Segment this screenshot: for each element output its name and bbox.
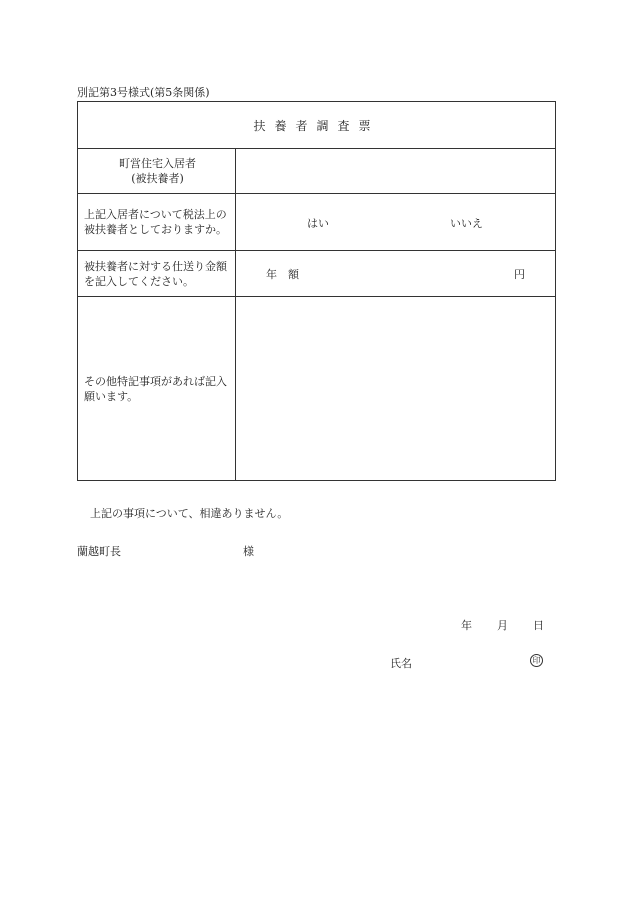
notes-label: その他特記事項があれば記入願います。 <box>78 297 236 480</box>
resident-row <box>78 148 555 193</box>
yen-unit: 円 <box>514 268 525 281</box>
resident-label-line2: (被扶養者) <box>131 172 184 185</box>
option-yes[interactable]: はい <box>307 217 329 230</box>
remittance-amount-field[interactable] <box>236 251 555 296</box>
annual-amount-label: 年 額 <box>266 268 299 281</box>
addressee-name: 蘭越町長 <box>77 545 121 558</box>
survey-form-table <box>77 101 556 481</box>
tax-dependent-answer-cell <box>236 194 555 250</box>
notes-row <box>78 296 555 480</box>
option-no[interactable]: いいえ <box>450 217 483 230</box>
seal-icon: 印 <box>530 654 543 667</box>
resident-label <box>78 149 236 193</box>
form-title: 扶養者調査票 <box>253 118 380 133</box>
tax-dependent-label: 上記入居者について税法上の被扶養者としておりますか。 <box>78 194 236 250</box>
tax-dependent-row <box>78 193 555 250</box>
date-month: 月 <box>497 619 508 632</box>
remittance-row <box>78 250 555 296</box>
addressee-honorific: 様 <box>243 545 254 558</box>
resident-label-line1: 町営住宅入居者 <box>119 157 196 170</box>
form-caption: 別記第3号様式(第5条関係) <box>77 86 210 99</box>
notes-field[interactable] <box>236 297 555 480</box>
resident-name-field[interactable] <box>236 149 555 193</box>
signature-name-label: 氏名 <box>390 657 412 670</box>
confirmation-statement: 上記の事項について、相違ありません。 <box>90 507 289 520</box>
date-year: 年 <box>461 619 472 632</box>
remittance-label: 被扶養者に対する仕送り金額を記入してください。 <box>78 251 236 296</box>
date-day: 日 <box>533 619 544 632</box>
